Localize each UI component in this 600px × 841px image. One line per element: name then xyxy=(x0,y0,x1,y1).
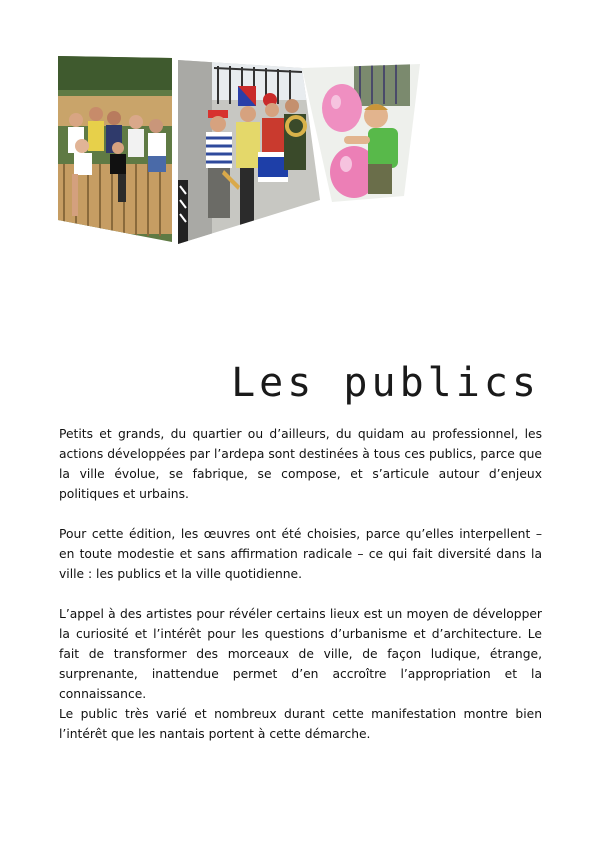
paragraph-2: Pour cette édition, les œuvres ont été choisies, parce qu’elles interpellent – en toute modestie et sans affirmation radicale – ce qui fait diversité dans la ville : les publics et la ville quotidienne. xyxy=(59,527,542,581)
body-text xyxy=(59,424,542,764)
photo-street-band xyxy=(178,60,322,244)
paragraph-4: Le public très varié et nombreux durant cette manifestation montre bien l’intérêt que les nantais portent à cette démarche. xyxy=(59,707,542,741)
paragraph-3: L’appel à des artistes pour révéler certains lieux est un moyen de développer la curiosité et l’intérêt pour les questions d’urbanisme et d’architecture. Le fait de transformer des morceaux de ville, de façon ludique, étrange, surprenante, inattendue permet d’en accroître l’appropriation et la connaissance. xyxy=(59,607,542,701)
photo-collage xyxy=(58,56,422,246)
paragraph-1: Petits et grands, du quartier ou d’ailleurs, du quidam au professionnel, les actions développées par l’ardepa sont destinées à tous ces publics, parce que la ville évolue, se fabrique, se compose, et s’articule autour d’enjeux politiques et urbains. xyxy=(59,427,542,501)
photo-group-on-bench xyxy=(58,56,174,242)
page-title: Les publics xyxy=(231,360,540,406)
photo-child-with-balloons xyxy=(302,64,422,204)
